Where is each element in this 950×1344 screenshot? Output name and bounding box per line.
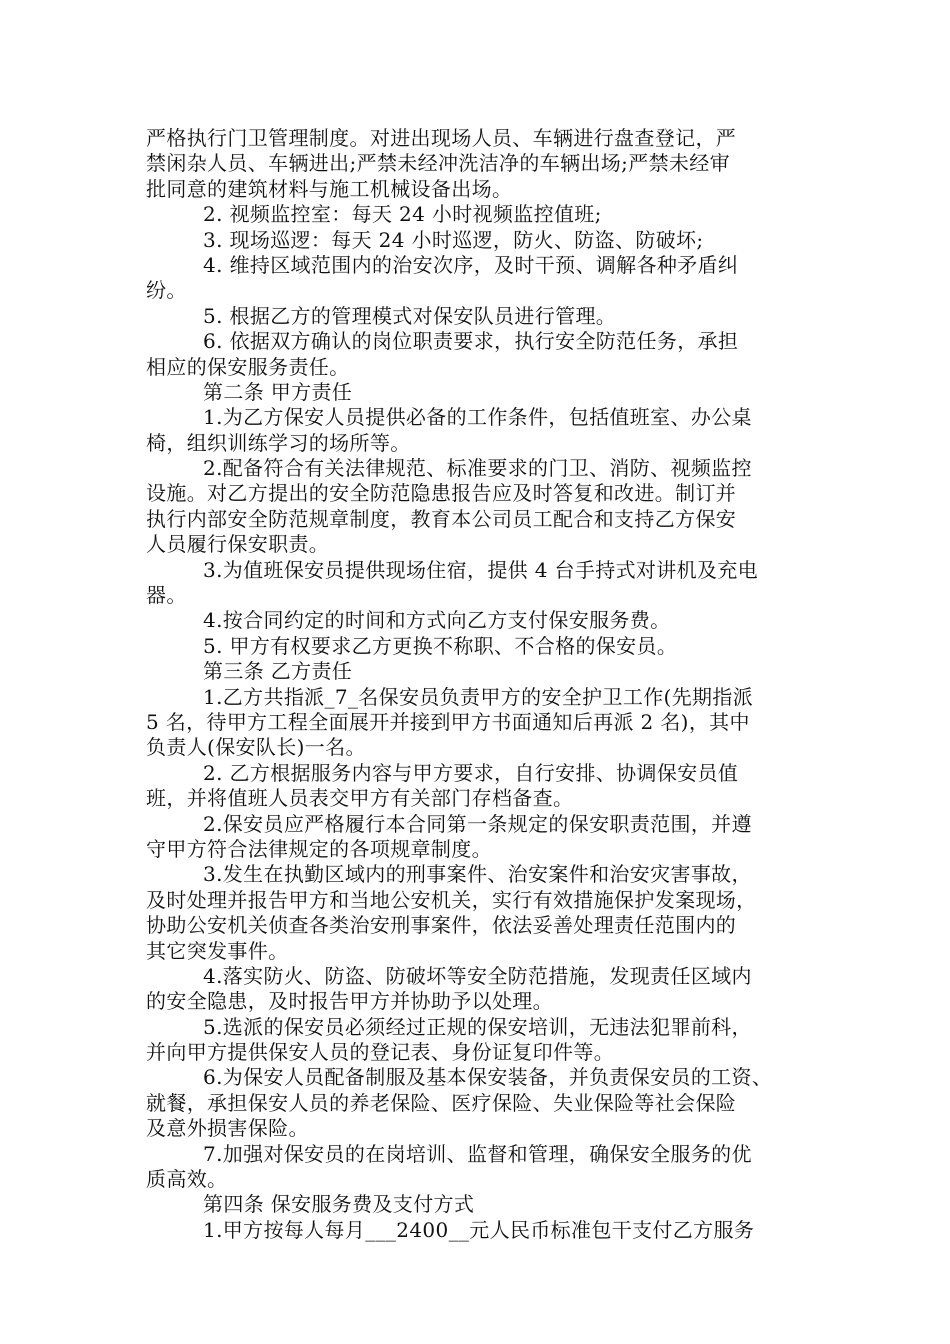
text-line: 就餐，承担保安人员的养老保险、医疗保险、失业保险等社会保险	[146, 1090, 737, 1115]
text-line: 2.保安员应严格履行本合同第一条规定的保安职责范围，并遵	[203, 811, 752, 836]
text-line: 4. 维持区域范围内的治安次序，及时干预、调解各种矛盾纠	[203, 252, 739, 277]
text-line: 5. 根据乙方的管理模式对保安队员进行管理。	[203, 303, 617, 328]
text-line: 协助公安机关侦查各类治安刑事案件，依法妥善处理责任范围内的	[146, 913, 737, 938]
text-line: 人员履行保安职责。	[146, 532, 330, 557]
text-line: 6. 依据双方确认的岗位职责要求，执行安全防范任务，承担	[203, 329, 739, 354]
text-line: 椅，组织训练学习的场所等。	[146, 430, 411, 455]
document-page	[146, 126, 812, 1243]
text-line: 及时处理并报告甲方和当地公安机关，实行有效措施保护发案现场，	[146, 887, 757, 912]
text-line: 第三条 乙方责任	[203, 659, 353, 684]
text-line: 5.选派的保安员必须经过正规的保安培训，无违法犯罪前科，	[203, 1014, 752, 1039]
text-line: 4.按合同约定的时间和方式向乙方支付保安服务费。	[203, 608, 671, 633]
text-line: 禁闲杂人员、车辆进出;严禁未经冲洗洁净的车辆出场;严禁未经审	[146, 151, 730, 176]
text-line: 设施。对乙方提出的安全防范隐患报告应及时答复和改进。制订并	[146, 481, 737, 506]
text-line: 7.加强对保安员的在岗培训、监督和管理，确保安全服务的优	[203, 1141, 752, 1166]
text-line: 4.落实防火、防盗、防破坏等安全防范措施，发现责任区域内	[203, 963, 752, 988]
text-line: 5 名，待甲方工程全面展开并接到甲方书面通知后再派 2 名)，其中	[146, 709, 750, 734]
text-line: 6.为保安人员配备制服及基本保安装备，并负责保安员的工资、	[203, 1065, 773, 1090]
text-line: 2. 视频监控室：每天 24 小时视频监控值班;	[203, 202, 602, 227]
text-line: 3.发生在执勤区域内的刑事案件、治安案件和治安灾害事故，	[203, 862, 752, 887]
text-line: 2.配备符合有关法律规范、标准要求的门卫、消防、视频监控	[203, 456, 752, 481]
text-line: 及意外损害保险。	[146, 1116, 309, 1141]
text-line: 1.乙方共指派_7_名保安员负责甲方的安全护卫工作(先期指派	[203, 684, 754, 709]
text-line: 执行内部安全防范规章制度，教育本公司员工配合和支持乙方保安	[146, 506, 737, 531]
text-line: 相应的保安服务责任。	[146, 354, 350, 379]
text-line: 的安全隐患，及时报告甲方并协助予以处理。	[146, 989, 553, 1014]
text-line: 并向甲方提供保安人员的登记表、身份证复印件等。	[146, 1040, 615, 1065]
text-line: 守甲方符合法律规定的各项规章制度。	[146, 836, 492, 861]
text-line: 第四条 保安服务费及支付方式	[203, 1192, 475, 1217]
text-line: 5. 甲方有权要求乙方更换不称职、不合格的保安员。	[203, 633, 678, 658]
text-line: 1.为乙方保安人员提供必备的工作条件，包括值班室、办公桌	[203, 405, 752, 430]
text-line: 1.甲方按每人每月___2400__元人民币标准包干支付乙方服务	[203, 1217, 755, 1242]
text-line: 器。	[146, 583, 187, 608]
text-line: 3.为值班保安员提供现场住宿，提供 4 台手持式对讲机及充电	[203, 557, 759, 582]
text-line: 严格执行门卫管理制度。对进出现场人员、车辆进行盘查登记，严	[146, 126, 737, 150]
text-line: 批同意的建筑材料与施工机械设备出场。	[146, 176, 513, 201]
text-line: 其它突发事件。	[146, 938, 289, 963]
text-line: 质高效。	[146, 1167, 228, 1192]
text-line: 3. 现场巡逻：每天 24 小时巡逻，防火、防盗、防破坏;	[203, 227, 704, 252]
text-line: 纷。	[146, 278, 187, 303]
text-line: 负责人(保安队长)一名。	[146, 735, 366, 760]
text-line: 2. 乙方根据服务内容与甲方要求，自行安排、协调保安员值	[203, 760, 739, 785]
text-line: 班，并将值班人员表交甲方有关部门存档备查。	[146, 786, 574, 811]
text-line: 第二条 甲方责任	[203, 379, 353, 404]
